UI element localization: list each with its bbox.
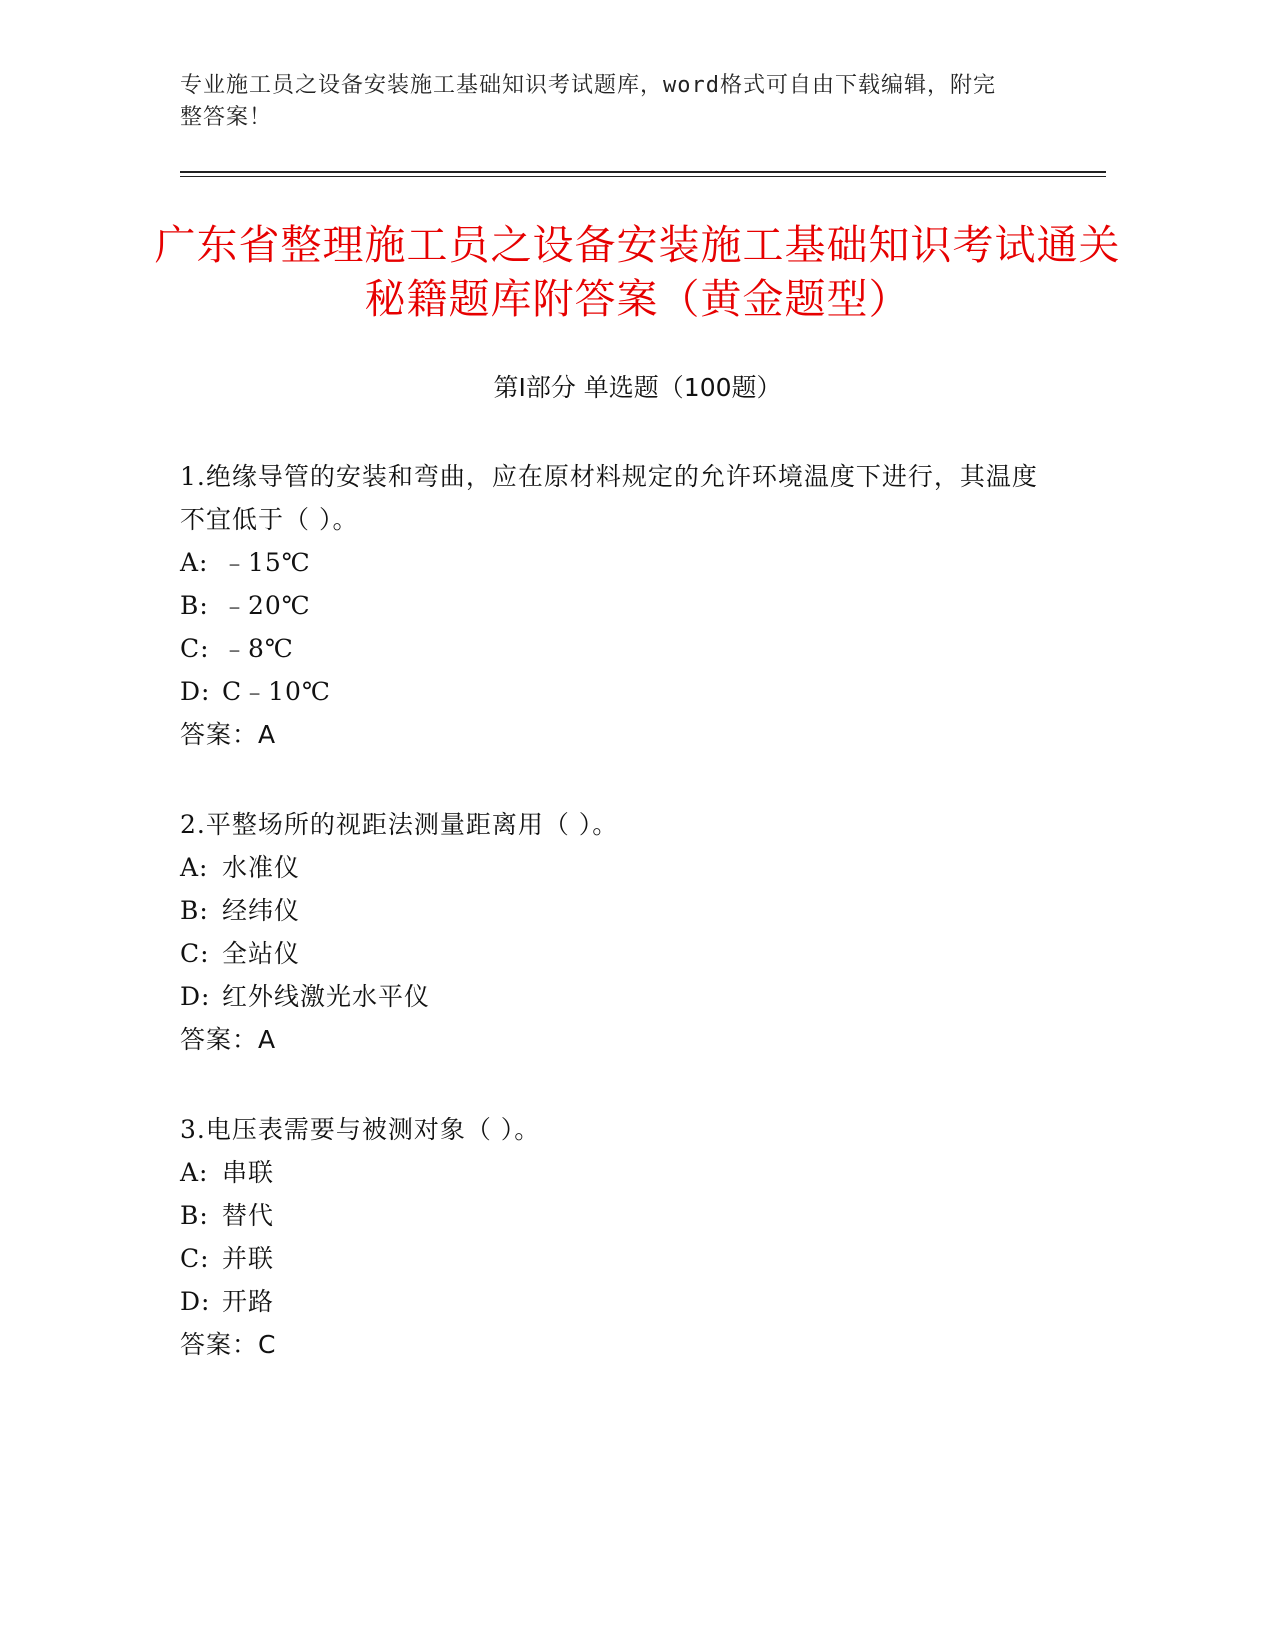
option-label: B:: [180, 896, 209, 925]
option-label: D:: [180, 982, 211, 1011]
option-label: A:: [180, 548, 209, 577]
option-label: A:: [180, 853, 209, 882]
option-a: [180, 541, 1060, 584]
question-text: 3.电压表需要与被测对象（ ）。: [180, 1115, 541, 1144]
option-text: ﹣15℃: [222, 548, 311, 577]
option-label: D:: [180, 1287, 211, 1316]
option-text: 红外线激光水平仪: [222, 982, 431, 1011]
option-d: [180, 1280, 1060, 1323]
option-label: C:: [180, 1244, 210, 1273]
option-text: ﹣20℃: [222, 591, 311, 620]
header-rule-thick: [180, 171, 1106, 173]
document-title: 广东省整理施工员之设备安装施工基础知识考试通关秘籍题库附答案（黄金题型）: [154, 221, 1121, 323]
option-b: [180, 584, 1060, 627]
option-label: C:: [180, 939, 210, 968]
option-text: 开路: [222, 1287, 275, 1316]
option-d: [180, 670, 1060, 713]
option-text: 并联: [222, 1244, 275, 1273]
option-a: [180, 1151, 1060, 1194]
option-text: 替代: [222, 1201, 275, 1230]
option-c: [180, 1237, 1060, 1280]
header-note: 专业施工员之设备安装施工基础知识考试题库，word格式可自由下载编辑，附完 整答案！: [180, 73, 996, 130]
option-b: [180, 889, 1060, 932]
option-d: [180, 975, 1060, 1018]
option-a: [180, 846, 1060, 889]
option-label: C:: [180, 634, 210, 663]
question-text: 1.绝缘导管的安装和弯曲，应在原材料规定的允许环境温度下进行，其温度不宜低于（ ）。: [180, 462, 1038, 534]
option-label: A:: [180, 1158, 209, 1187]
question-text: 2.平整场所的视距法测量距离用（ ）。: [180, 810, 619, 839]
option-text: 水准仪: [222, 853, 301, 882]
option-c: [180, 627, 1060, 670]
option-text: 串联: [222, 1158, 275, 1187]
option-label: D:: [180, 677, 211, 706]
option-label: B:: [180, 591, 209, 620]
question-1: [180, 455, 1060, 756]
option-text: 全站仪: [222, 939, 301, 968]
header-rule-thin: [180, 176, 1106, 177]
option-b: [180, 1194, 1060, 1237]
option-text: ﹣8℃: [222, 634, 294, 663]
answer: 答案：A: [180, 720, 277, 749]
question-3: [180, 1108, 1060, 1366]
question-2: [180, 803, 1060, 1061]
option-label: B:: [180, 1201, 209, 1230]
answer: 答案：A: [180, 1025, 277, 1054]
option-text: C﹣10℃: [222, 677, 331, 706]
option-c: [180, 932, 1060, 975]
section-title: 第Ⅰ部分 单选题（100题）: [493, 373, 782, 402]
answer: 答案：C: [180, 1330, 277, 1359]
option-text: 经纬仪: [222, 896, 301, 925]
